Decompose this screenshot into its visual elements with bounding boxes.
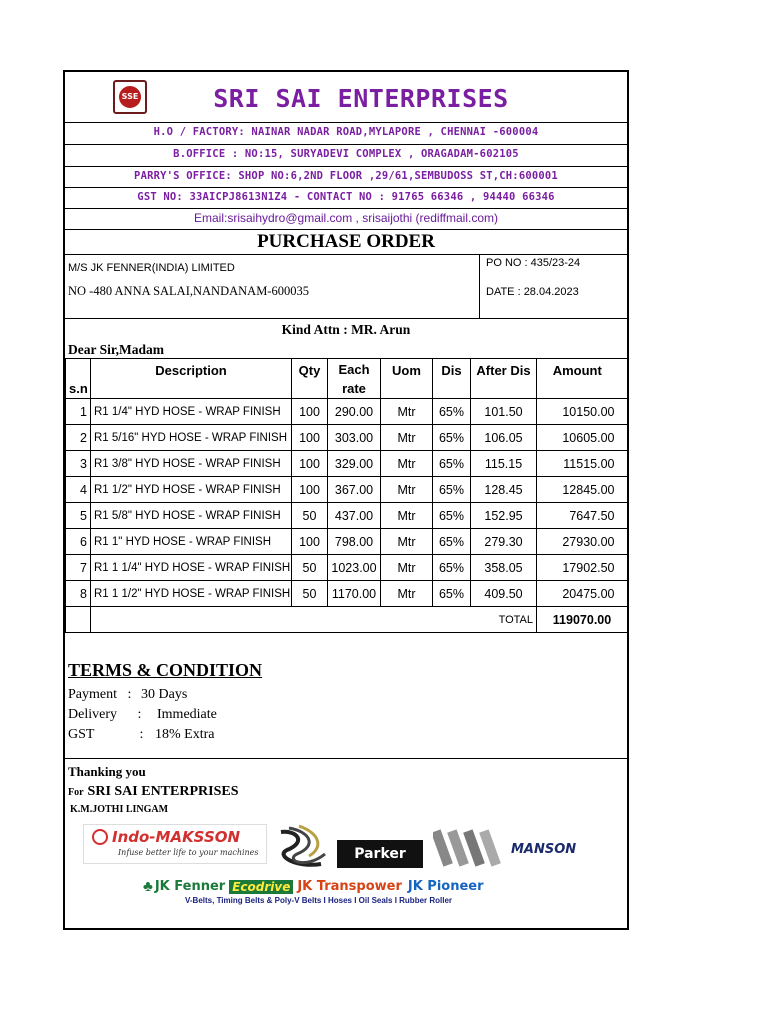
purchase-order-sheet bbox=[63, 70, 629, 930]
header-after-dis: After Dis bbox=[471, 359, 537, 399]
total-label: TOTAL bbox=[471, 607, 537, 633]
term-payment: Payment : 30 Days bbox=[68, 687, 188, 702]
company-name: SRI SAI ENTERPRISES bbox=[213, 84, 509, 113]
table-row: 7 R1 1 1/4" HYD HOSE - WRAP FINISH 50 1023.00 Mtr 65% 358.05 17902.50 bbox=[66, 555, 628, 581]
for-company: For SRI SAI ENTERPRISES bbox=[68, 784, 239, 799]
table-row: 3 R1 3/8" HYD HOSE - WRAP FINISH 100 329.00 Mtr 65% 115.15 11515.00 bbox=[66, 451, 628, 477]
header-dis: Dis bbox=[433, 359, 471, 399]
address-line-parrys-office: PARRY'S OFFICE: SHOP NO:6,2ND FLOOR ,29/61,SEMBUDOSS ST,CH:600001 bbox=[65, 166, 627, 187]
salutation: Dear Sir,Madam bbox=[68, 342, 164, 357]
table-row: 1 R1 1/4" HYD HOSE - WRAP FINISH 100 290.00 Mtr 65% 101.50 10150.00 bbox=[66, 399, 628, 425]
hydraulic-hose-image bbox=[277, 824, 327, 870]
term-gst: GST : 18% Extra bbox=[68, 727, 215, 742]
email-line: Email:srisaihydro@gmail.com , srisaijothi (rediffmail.com) bbox=[65, 208, 627, 229]
table-row: 4 R1 1/2" HYD HOSE - WRAP FINISH 100 367.00 Mtr 65% 128.45 12845.00 bbox=[66, 477, 628, 503]
po-date: DATE : 28.04.2023 bbox=[486, 286, 579, 298]
parker-logo: Parker bbox=[337, 840, 423, 868]
table-row: 6 R1 1" HYD HOSE - WRAP FINISH 100 798.00 Mtr 65% 279.30 27930.00 bbox=[66, 529, 628, 555]
total-row bbox=[66, 607, 628, 633]
jk-brands-banner: ♣ JK Fenner Ecodrive JK Transpower JK Pioneer V-Belts, Timing Belts & Poly-V Belts I Hoses I Oil Seals I Rubber Roller bbox=[143, 878, 553, 914]
vendor-name: M/S JK FENNER(INDIA) LIMITED bbox=[68, 262, 235, 274]
signatory-name: K.M.JOTHI LINGAM bbox=[70, 804, 169, 815]
table-row: 8 R1 1 1/2" HYD HOSE - WRAP FINISH 50 1170.00 Mtr 65% 409.50 20475.00 bbox=[66, 581, 628, 607]
jk-tagline: V-Belts, Timing Belts & Poly-V Belts I Hoses I Oil Seals I Rubber Roller bbox=[185, 896, 453, 905]
header-each-rate: Each rate bbox=[328, 359, 381, 399]
gst-contact-line: GST NO: 33AICPJ8613N1Z4 - CONTACT NO : 91765 66346 , 94440 66346 bbox=[65, 187, 627, 208]
header-qty: Qty bbox=[292, 359, 328, 399]
vendor-address: NO -480 ANNA SALAI,NANDANAM-600035 bbox=[68, 284, 309, 298]
term-delivery: Delivery : Immediate bbox=[68, 707, 217, 722]
hose-fittings-image bbox=[433, 828, 503, 868]
table-row: 2 R1 5/16" HYD HOSE - WRAP FINISH 100 303.00 Mtr 65% 106.05 10605.00 bbox=[66, 425, 628, 451]
header-sn: s.n bbox=[66, 359, 91, 399]
table-header-row bbox=[66, 359, 628, 399]
table-row: 5 R1 5/8" HYD HOSE - WRAP FINISH 50 437.00 Mtr 65% 152.95 7647.50 bbox=[66, 503, 628, 529]
po-number: PO NO : 435/23-24 bbox=[486, 257, 581, 269]
header-description: Description bbox=[91, 359, 292, 399]
terms-title: TERMS & CONDITION bbox=[68, 660, 263, 680]
address-line-head-office: H.O / FACTORY: NAINAR NADAR ROAD,MYLAPORE , CHENNAI -600004 bbox=[65, 122, 627, 144]
header-uom: Uom bbox=[381, 359, 433, 399]
header-amount: Amount bbox=[537, 359, 618, 399]
total-value: 119070.00 bbox=[537, 607, 628, 633]
indo-maksson-logo: Indo-MAKSSON Infuse better life to your machines bbox=[83, 824, 267, 864]
manson-logo: MANSON bbox=[511, 842, 577, 857]
document-title: PURCHASE ORDER bbox=[257, 231, 435, 252]
indo-swirl-icon bbox=[92, 829, 108, 845]
address-line-branch-office: B.OFFICE : NO:15, SURYADEVI COMPLEX , ORAGADAM-602105 bbox=[65, 144, 627, 166]
logo-mark: SSE bbox=[119, 86, 141, 108]
terms-list bbox=[68, 685, 217, 745]
jk-tree-icon: ♣ bbox=[143, 878, 153, 895]
kind-attention: Kind Attn : MR. Arun bbox=[281, 322, 411, 337]
thanking-you: Thanking you bbox=[68, 764, 146, 779]
items-table bbox=[65, 358, 628, 633]
